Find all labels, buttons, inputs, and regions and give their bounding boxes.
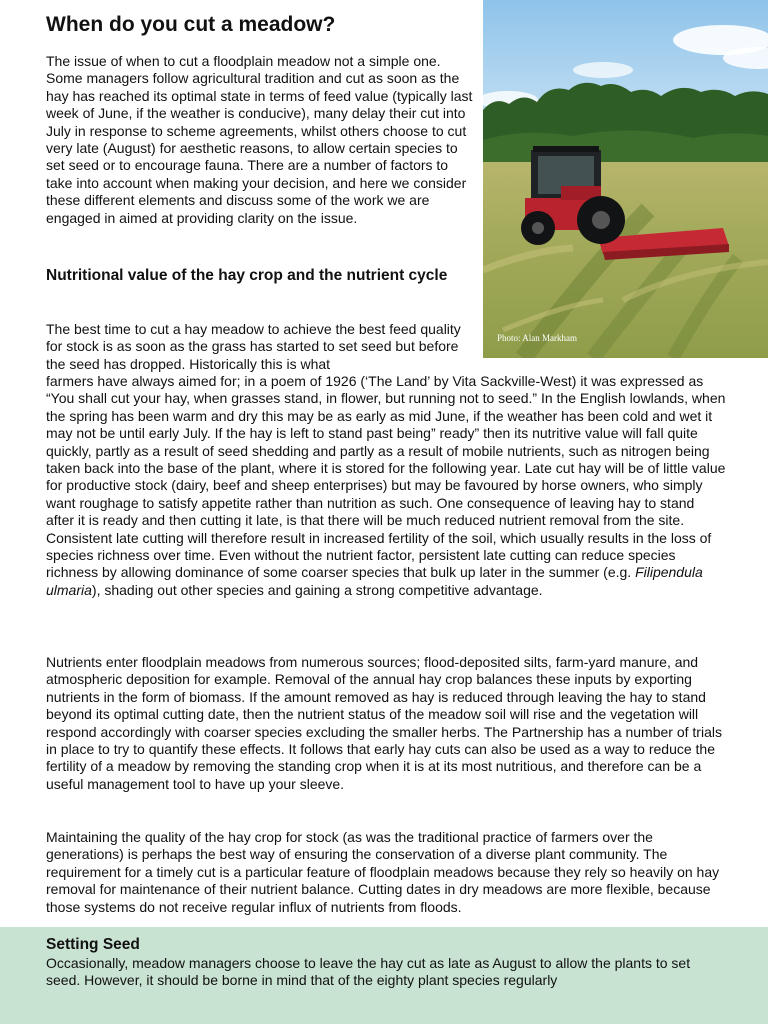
meadow-photo — [483, 0, 768, 358]
setting-seed-heading: Setting Seed — [46, 936, 140, 953]
paragraph-2: Nutrients enter floodplain meadows from numerous sources; flood-deposited silts, farm-yard manure, and atmospheric deposition for example. Removal of the annual hay crop balances these inputs by exporting nutrients in the form of biomass. If the amount removed as hay is reduced through leaving the hay to stand beyond its optimal cutting date, then the nutrient status of the meadow soil will rise and the vegetation will respond accordingly with coarser species excluding the smaller herbs. The Partnership has a number of trials in place to try to quantify these effects. It follows that early hay cuts can also be used as a way to reduce the fertility of a meadow by removing the standing crop when it is at its most nutritious, and therefore can be a useful management tool to have up your sleeve. — [46, 654, 722, 792]
setting-seed-text: Occasionally, meadow managers choose to leave the hay cut as late as August to allow the plants to set seed. However, it should be borne in mind that of the eighty plant species regularly — [46, 955, 691, 989]
species-name: Filipendula ulmaria — [46, 564, 703, 598]
paragraph-1-end: ), shading out other species and gaining a strong competitive advantage. — [91, 581, 543, 598]
tractor-mowing-illustration — [483, 0, 768, 358]
paragraph-1-text: farmers have always aimed for; in a poem of 1926 (‘The Land’ by Vita Sackville-West) it was expressed as “You shall cut your hay, when grasses stand, in flower, but running not to seed.” In the English lowlands, when the spring has been warm and dry this may be as early as mid June, if the weather has been cold and wet it may not be until early July. If the hay is left to stand past being” ready” then its nutritive value will fall quite quickly, partly as a result of seed shedding and partly as a result of mobile nutrients, such as nitrogen being taken back into the base of the plant, where it is stored for the following year. Late cut hay will be of little value for productive stock (dairy, beef and sheep enterprises) but may be favoured by horse owners, who simply want roughage to satisfy appetite rather than nutrition as such. One consequence of leaving hay to stand after it is ready and then cutting it late, is that there will be much reduced nutrient removal from the site. Consistent late cutting will therefore result in increased fertility of the soil, which usually results in the loss of species richness over time. Even without the nutrient factor, persistent late cutting can reduce species richness by allowing dominance of some coarser species that bulk up later in the summer (e.g. — [46, 373, 726, 581]
page-title: When do you cut a meadow? — [46, 13, 336, 36]
paragraph-1-narrow: The best time to cut a hay meadow to achieve the best feed quality for stock is as soon as the grass has started to set seed but before the seed has dropped. Historically this is what — [46, 321, 461, 372]
photo-credit: Photo: Alan Markham — [497, 333, 577, 343]
paragraph-1-wide — [46, 373, 726, 599]
section-heading: Nutritional value of the hay crop and the nutrient cycle — [46, 267, 448, 284]
intro-paragraph: The issue of when to cut a floodplain meadow not a simple one. Some managers follow agricultural tradition and cut as soon as the hay has reached its optimal state in terms of feed value (typically last week of June, if the weather is conducive), many delay their cut into July in response to scheme agreements, whilst others choose to cut very late (August) for aesthetic reasons, to allow certain species to set seed or to encourage fauna. There are a number of factors to take into account when making your decision, and here we consider these different elements and discuss some of the work we are engaged in aimed at providing clarity on the issue. — [46, 53, 473, 226]
paragraph-3: Maintaining the quality of the hay crop for stock (as was the traditional practice of farmers over the generations) is perhaps the best way of ensuring the conservation of a diverse plant community. The requirement for a timely cut is a particular feature of floodplain meadows because they rely so heavily on hay removal for maintenance of their nutrient balance. Cutting dates in dry meadows are more flexible, because those systems do not receive regular influx of nutrients from floods. — [46, 829, 720, 915]
setting-seed-box — [0, 927, 768, 1024]
